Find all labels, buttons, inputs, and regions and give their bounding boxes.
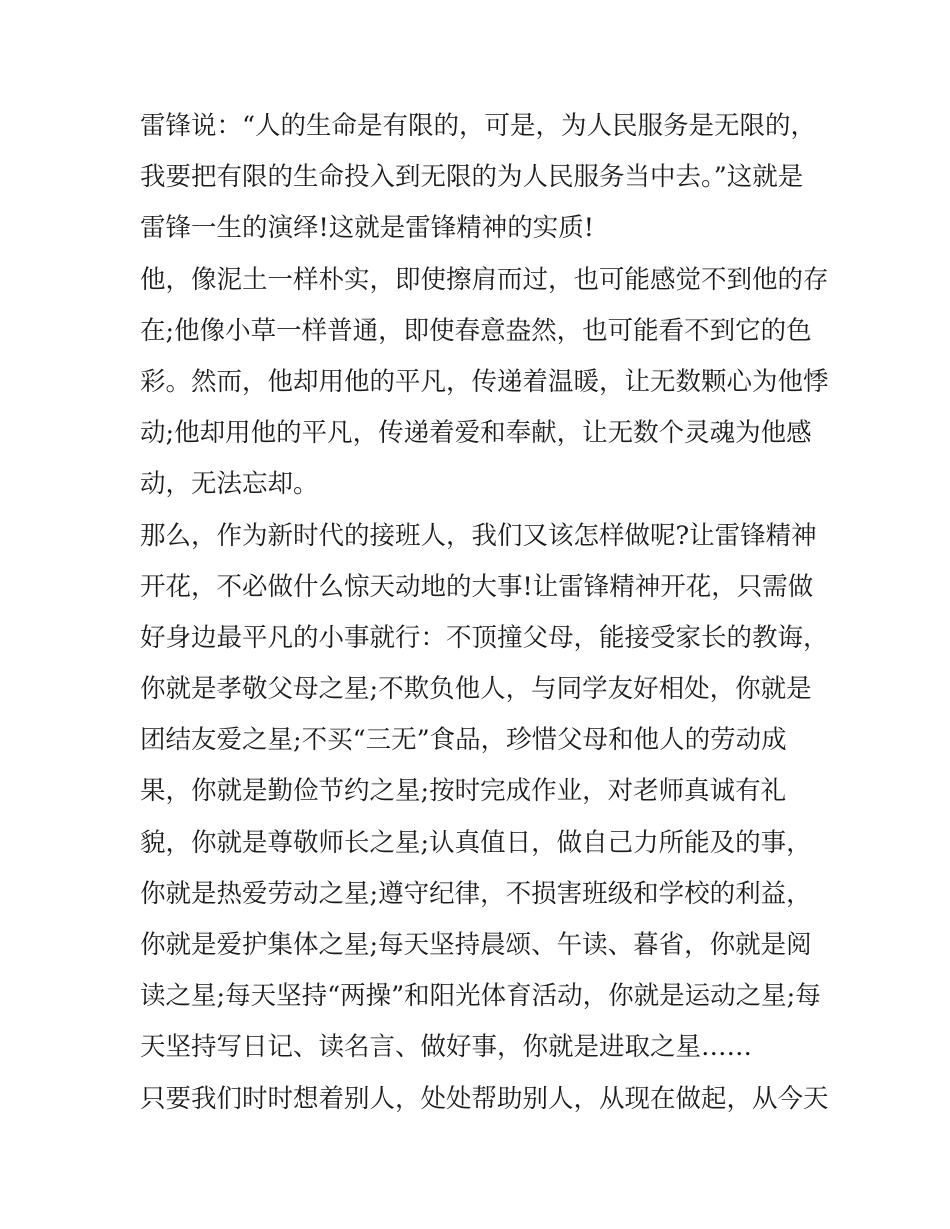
- text-line: 我要把有限的生命投入到无限的为人民服务当中去。”这就是: [140, 162, 804, 193]
- text-line: 你就是热爱劳动之星;遵守纪律，不损害班级和学校的利益，: [140, 878, 812, 909]
- text-line: 动，无法忘却。: [140, 469, 319, 500]
- text-line: 你就是孝敬父母之星;不欺负他人，与同学友好相处，你就是: [140, 674, 812, 705]
- text-line: 雷锋说：“人的生命是有限的，可是，为人民服务是无限的，: [140, 111, 817, 141]
- text-line: 读之星;每天坚持“两操”和阳光体育活动，你就是运动之星;每: [140, 981, 821, 1012]
- text-line: 在;他像小草一样普通，即使春意盎然，也可能看不到它的色: [140, 315, 812, 346]
- text-line: 开花，不必做什么惊天动地的大事!让雷锋精神开花，只需做: [140, 571, 814, 602]
- text-line: 好身边最平凡的小事就行：不顶撞父母，能接受家长的教诲，: [140, 622, 829, 653]
- text-line: 天坚持写日记、读名言、做好事，你就是进取之星……: [140, 1032, 753, 1063]
- text-line: 你就是爱护集体之星;每天坚持晨颂、午读、暮省，你就是阅: [140, 930, 812, 960]
- text-line: 只要我们时时想着别人，处处帮助别人，从现在做起，从今天: [140, 1083, 829, 1114]
- text-line: 雷锋一生的演绎!这就是雷锋精神的实质!: [140, 213, 594, 244]
- text-line: 他，像泥土一样朴实，即使擦肩而过，也可能感觉不到他的存: [140, 264, 829, 295]
- text-line: 团结友爱之星;不买“三无”食品，珍惜父母和他人的劳动成: [140, 725, 787, 756]
- text-line: 貌，你就是尊敬师长之星;认真值日，做自己力所能及的事，: [140, 827, 812, 858]
- body-text: [140, 101, 830, 1125]
- text-line: 彩。然而，他却用他的平凡，传递着温暖，让无数颗心为他悸: [140, 366, 829, 397]
- text-line: 动;他却用他的平凡，传递着爱和奉献，让无数个灵魂为他感: [140, 418, 812, 449]
- text-line: 那么，作为新时代的接班人，我们又该怎样做呢?让雷锋精神: [140, 520, 817, 551]
- text-line: 果，你就是勤俭节约之星;按时完成作业，对老师真诚有礼: [140, 776, 787, 807]
